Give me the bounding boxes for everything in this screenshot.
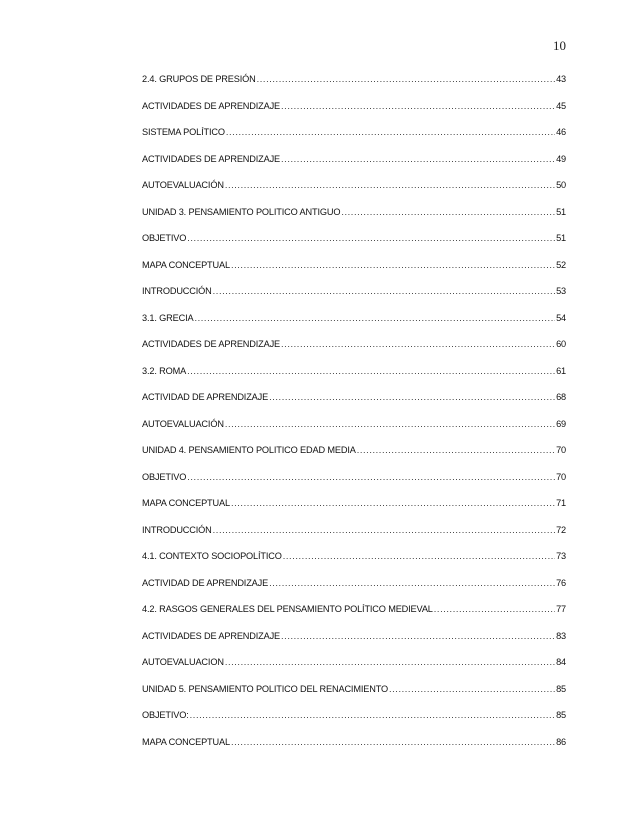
toc-dot-leader [257,72,555,86]
toc-entry-title: ACTIVIDAD DE APRENDIZAJE [142,392,269,403]
toc-entry-title: AUTOEVALUACIÓN [142,418,224,429]
toc-entry[interactable] [142,72,566,99]
toc-entry[interactable] [142,576,566,603]
page-number: 10 [553,38,566,53]
toc-dot-leader [281,99,555,113]
toc-entry-page-number: 71 [556,498,566,509]
toc-entry-page-number: 72 [556,524,566,535]
toc-entry[interactable] [142,629,566,656]
toc-entry-title: AUTOEVALUACION [142,657,224,668]
toc-entry-title: 4.1. CONTEXTO SOCIOPOLÍTICO [142,551,282,562]
toc-dot-leader [231,496,555,510]
toc-entry[interactable] [142,284,566,311]
toc-entry-page-number: 68 [556,392,566,403]
toc-entry-page-number: 51 [556,206,566,217]
toc-entry[interactable] [142,549,566,576]
toc-entry[interactable] [142,152,566,179]
toc-entry[interactable] [142,523,566,550]
toc-entry-page-number: 53 [556,286,566,297]
toc-dot-leader [213,284,555,298]
toc-dot-leader [341,205,555,219]
toc-entry-page-number: 85 [556,710,566,721]
toc-entry[interactable] [142,417,566,444]
toc-entry-page-number: 70 [556,471,566,482]
toc-dot-leader [225,655,555,669]
toc-entry[interactable] [142,364,566,391]
toc-entry[interactable] [142,602,566,629]
toc-dot-leader [281,337,555,351]
toc-dot-leader [283,549,555,563]
toc-dot-leader [269,390,555,404]
toc-entry-title: ACTIVIDADES DE APRENDIZAJE [142,153,281,164]
toc-dot-leader [231,735,555,749]
toc-entry-title: 2.4. GRUPOS DE PRESIÓN [142,74,256,84]
toc-entry-page-number: 52 [556,259,566,270]
toc-entry[interactable] [142,231,566,258]
toc-entry[interactable] [142,708,566,735]
toc-entry-title: OBJETIVO [142,233,187,244]
toc-entry[interactable] [142,655,566,682]
toc-dot-leader [213,523,555,537]
toc-dot-leader [226,125,555,139]
toc-entry-title: MAPA CONCEPTUAL [142,498,230,509]
toc-entry[interactable] [142,258,566,285]
toc-entry-page-number: 46 [556,127,566,138]
toc-entry[interactable] [142,311,566,338]
toc-entry-page-number: 49 [556,153,566,164]
toc-entry-page-number: 45 [556,100,566,111]
toc-entry[interactable] [142,390,566,417]
toc-entry[interactable] [142,205,566,232]
toc-entry-page-number: 43 [556,74,566,84]
toc-dot-leader [269,576,555,590]
toc-entry-page-number: 70 [556,445,566,456]
toc-dot-leader [187,364,555,378]
toc-entry-page-number: 77 [556,604,566,615]
toc-entry-title: ACTIVIDADES DE APRENDIZAJE [142,339,281,350]
toc-entry[interactable] [142,682,566,709]
toc-entry-page-number: 54 [556,312,566,323]
toc-entry-title: MAPA CONCEPTUAL [142,736,230,747]
toc-dot-leader [357,443,555,457]
toc-entry[interactable] [142,470,566,497]
toc-entry-title: UNIDAD 4. PENSAMIENTO POLITICO EDAD MEDIA [142,445,356,456]
toc-entry[interactable] [142,125,566,152]
toc-dot-leader [194,311,555,325]
toc-entry[interactable] [142,178,566,205]
toc-entry-page-number: 86 [556,736,566,747]
toc-entry-title: 4.2. RASGOS GENERALES DEL PENSAMIENTO POLÍTICO MEDIEVAL [142,604,433,615]
toc-entry-page-number: 73 [556,551,566,562]
toc-entry-page-number: 83 [556,630,566,641]
toc-entry-title: ACTIVIDADES DE APRENDIZAJE [142,630,281,641]
toc-dot-leader [281,629,555,643]
toc-entry-title: UNIDAD 5. PENSAMIENTO POLITICO DEL RENACIMIENTO [142,683,388,694]
toc-entry[interactable] [142,735,566,762]
toc-dot-leader [187,231,555,245]
toc-entry[interactable] [142,496,566,523]
toc-dot-leader [225,178,555,192]
toc-entry-page-number: 84 [556,657,566,668]
toc-entry-title: UNIDAD 3. PENSAMIENTO POLITICO ANTIGUO [142,206,341,217]
toc-dot-leader [389,682,555,696]
toc-dot-leader [281,152,555,166]
toc-entry-title: INTRODUCCIÓN [142,286,212,297]
toc-entry-title: ACTIVIDADES DE APRENDIZAJE [142,100,281,111]
toc-entry-page-number: 60 [556,339,566,350]
toc-entry-title: OBJETIVO [142,471,187,482]
toc-entry-page-number: 76 [556,577,566,588]
toc-dot-leader [231,258,555,272]
toc-entry[interactable] [142,337,566,364]
toc-entry-page-number: 61 [556,365,566,376]
toc-entry-page-number: 85 [556,683,566,694]
toc-entry-title: 3.2. ROMA [142,365,187,376]
toc-entry-page-number: 51 [556,233,566,244]
toc-entry-page-number: 69 [556,418,566,429]
toc-entry-title: OBJETIVO: [142,710,189,721]
table-of-contents [142,72,566,761]
toc-entry-title: MAPA CONCEPTUAL [142,259,230,270]
toc-entry-title: ACTIVIDAD DE APRENDIZAJE [142,577,269,588]
toc-entry[interactable] [142,99,566,126]
toc-dot-leader [225,417,555,431]
toc-entry-page-number: 50 [556,180,566,191]
toc-dot-leader [190,708,555,722]
toc-entry[interactable] [142,443,566,470]
toc-entry-title: AUTOEVALUACIÓN [142,180,224,191]
toc-entry-title: INTRODUCCIÓN [142,524,212,535]
toc-dot-leader [434,602,555,616]
toc-entry-title: 3.1. GRECIA [142,312,194,323]
toc-dot-leader [187,470,555,484]
toc-entry-title: SISTEMA POLÍTICO [142,127,225,138]
